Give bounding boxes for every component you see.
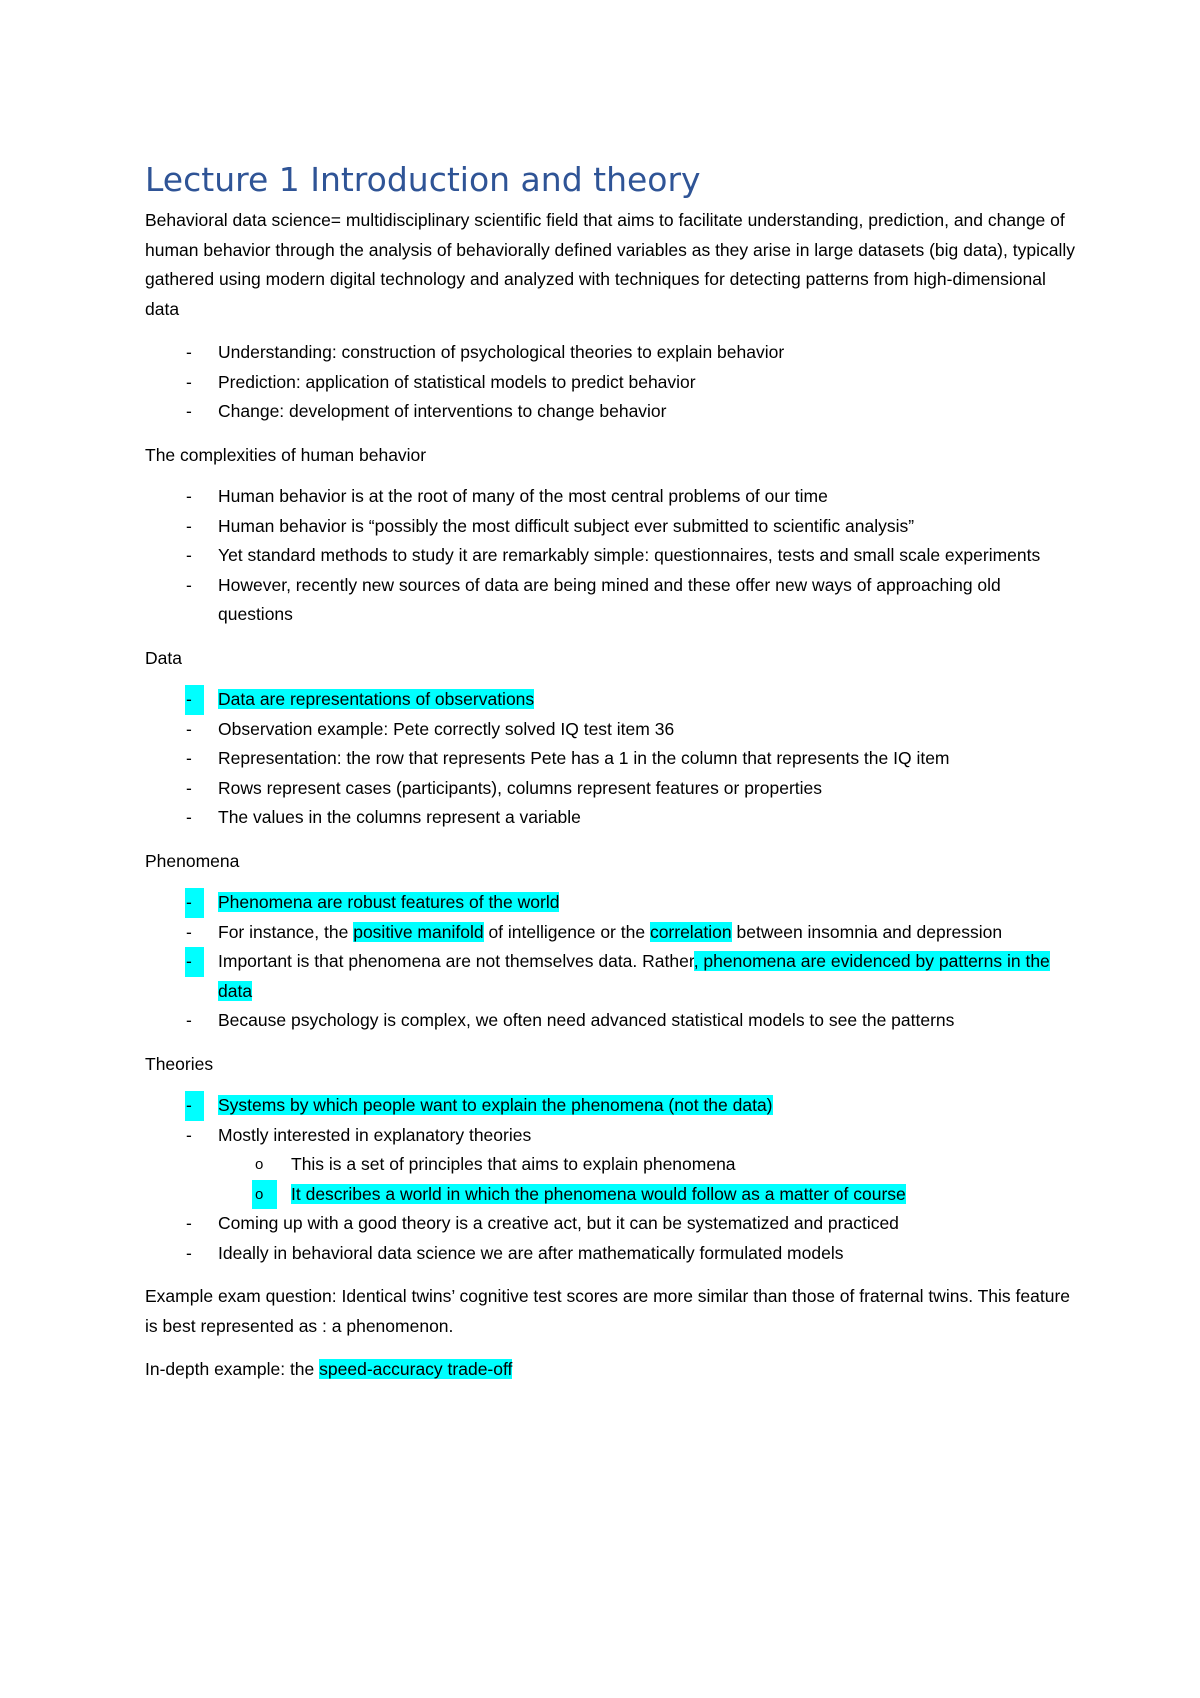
lecture-title: Lecture 1 Introduction and theory [145,160,701,199]
dash-bullet: - [185,888,204,918]
highlighted-text: It describes a world in which the phenomena would follow as a matter of course [291,1183,906,1204]
complexities-list [145,482,1075,630]
complexities-heading: The complexities of human behavior [145,444,427,465]
dash-bullet: - [186,515,192,536]
sub-list-item: o This is a set of principles that aims to explain phenomena [145,1150,1075,1180]
dash-bullet: - [186,1242,192,1263]
data-list [145,685,1075,833]
highlighted-text: Systems by which people want to explain the phenomena (not the data) [218,1095,773,1115]
theories-heading: Theories [145,1053,214,1074]
list-item: - Ideally in behavioral data science we are after mathematically formulated models [145,1239,1075,1269]
highlighted-text: Phenomena are robust features of the world [218,892,560,912]
dash-bullet: - [186,718,192,739]
highlighted-text: Data are representations of observations [218,689,535,709]
highlighted-text: speed-accuracy trade-off [319,1359,513,1379]
list-item: - Understanding: construction of psychological theories to explain behavior [145,338,1075,368]
dash-bullet: - [186,1213,192,1233]
circle-bullet: o [255,1156,264,1173]
list-item: - For instance, the positive manifold of intelligence or the correlation between insomnia and depression [145,918,1075,948]
dash-bullet: - [186,1124,192,1145]
dash-bullet: - [186,777,192,798]
list-item: - Human behavior is “possibly the most difficult subject ever submitted to scientific analysis” [145,512,1075,542]
dash-bullet: - [186,748,192,768]
example-question: Example exam question: Identical twins’ cognitive test scores are more similar than those of fraternal twins. This feature is best represented as : a phenomenon. [145,1286,1071,1336]
list-item [145,1091,1075,1121]
list-item: - Prediction: application of statistical models to predict behavior [145,368,1075,398]
list-item: - Rows represent cases (participants), columns represent features or properties [145,774,1075,804]
list-item: - Because psychology is complex, we often need advanced statistical models to see the patterns [145,1006,1075,1036]
dash-bullet: - [186,486,192,506]
highlighted-text: correlation [649,921,732,942]
list-item: - Observation example: Pete correctly solved IQ test item 36 [145,715,1075,745]
dash-bullet: - [186,921,192,942]
dash-bullet: - [185,947,204,977]
highlighted-text: positive manifold [353,921,484,942]
circle-bullet: o [252,1180,277,1210]
dash-bullet: - [186,1010,192,1030]
dash-bullet: - [186,342,192,362]
list-item: - Human behavior is at the root of many of the most central problems of our time [145,482,1075,512]
dash-bullet: - [186,545,192,565]
dash-bullet: - [186,371,192,392]
dash-bullet: - [185,1091,204,1121]
list-item: - Mostly interested in explanatory theories o This is a set of principles that aims to explain phenomena o It describes a world in which the phenomena would follow as a matter of course [145,1121,1075,1210]
list-item: - However, recently new sources of data are being mined and these offer new ways of approaching old questions [145,571,1075,630]
list-item: - The values in the columns represent a variable [145,803,1075,833]
data-heading: Data [145,647,182,668]
sub-list-item [145,1180,1075,1210]
list-item [145,685,1075,715]
indepth-example: In-depth example: the speed-accuracy trade-off [145,1359,513,1379]
highlighted-text: , phenomena are evidenced by patterns in the data [218,951,1050,1001]
document-body [145,160,1075,1399]
dash-bullet: - [185,685,204,715]
dash-bullet: - [186,807,192,827]
dash-bullet: - [186,401,192,421]
intro-paragraph: Behavioral data science= multidisciplinary scientific field that aims to facilitate understanding, prediction, and change of human behavior through the analysis of behaviorally defined variables as they arise in large datasets (big data), typically gathered using modern digital technology and analyzed with techniques for detecting patterns from high-dimensional data [145,210,1075,319]
list-item: - Representation: the row that represents Pete has a 1 in the column that represents the IQ item [145,744,1075,774]
phenomena-heading: Phenomena [145,850,240,871]
dash-bullet: - [186,574,192,595]
list-item [145,888,1075,918]
list-item: - Change: development of interventions to change behavior [145,397,1075,427]
list-item: - Coming up with a good theory is a creative act, but it can be systematized and practiced [145,1209,1075,1239]
theories-list [145,1091,1075,1268]
theories-sublist [218,1150,1075,1209]
list-item: - Important is that phenomena are not themselves data. Rather, phenomena are evidenced by patterns in the data [145,947,1075,1006]
list-item: - Yet standard methods to study it are remarkably simple: questionnaires, tests and small scale experiments [145,541,1075,571]
intro-list [145,338,1075,427]
phenomena-list [145,888,1075,1036]
